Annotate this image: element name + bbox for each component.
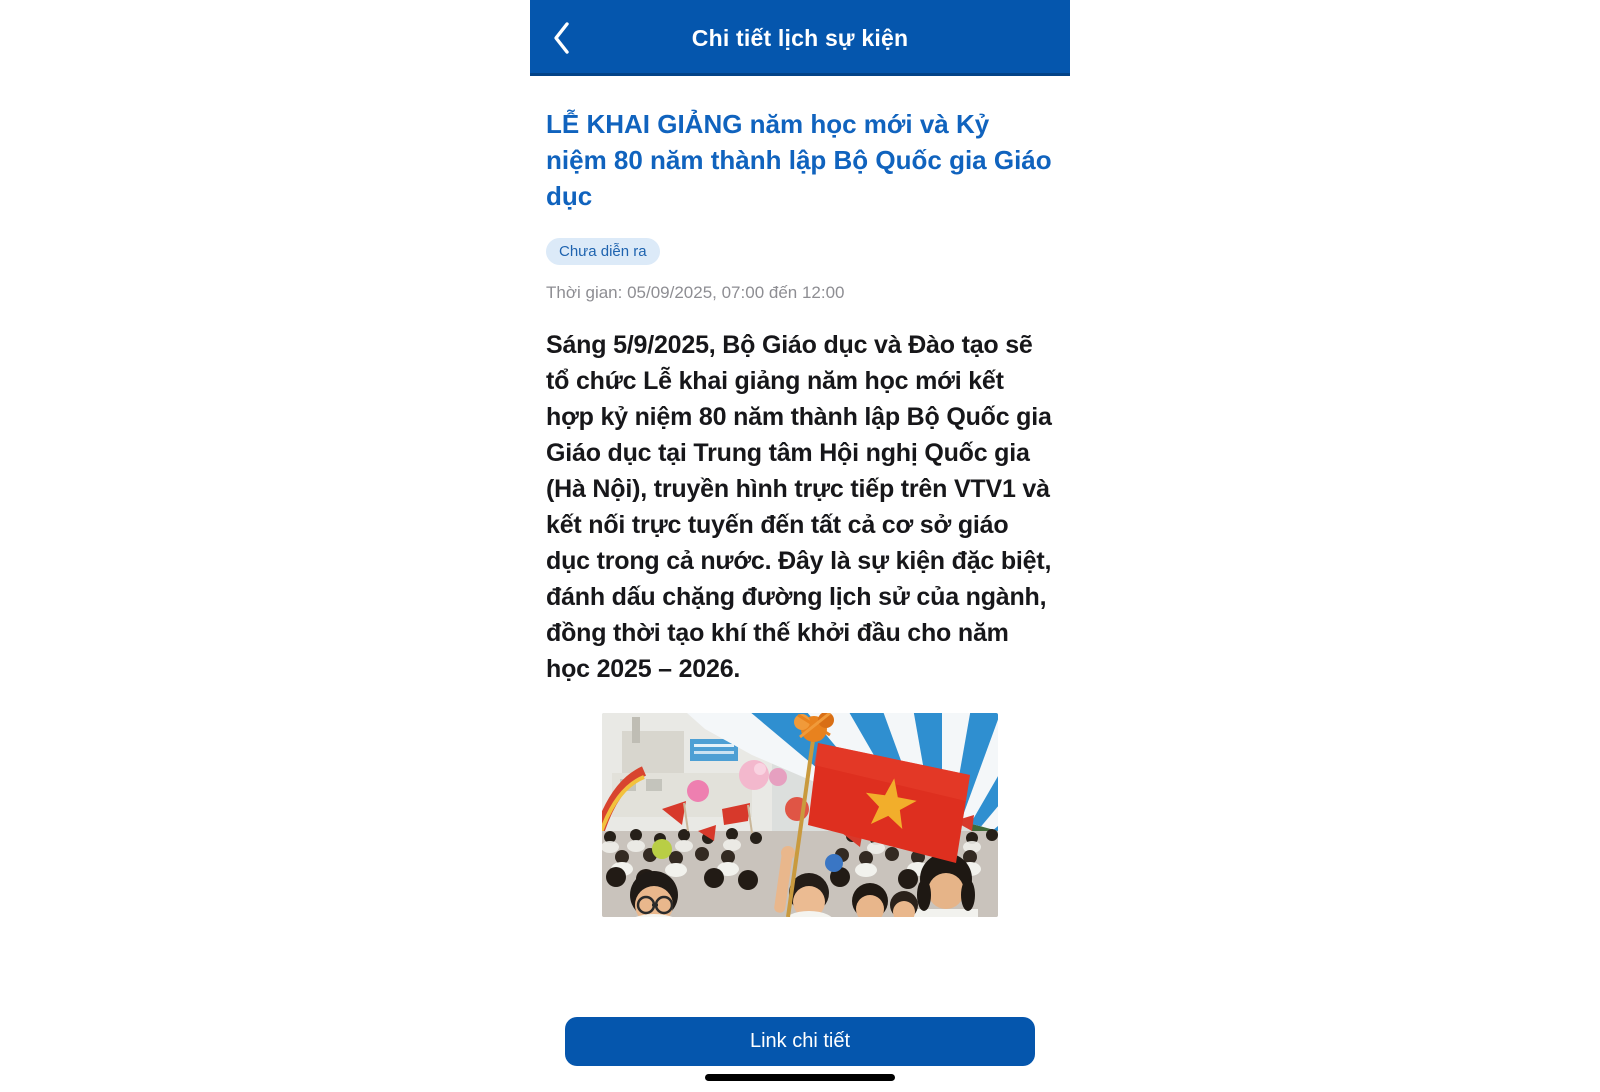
event-description: Sáng 5/9/2025, Bộ Giáo dục và Đào tạo sẽ tổ chức Lễ khai giảng năm học mới kết hợp kỷ niệm 80 năm thành lập Bộ Quốc gia Giáo dục tại Trung tâm Hội nghị Quốc gia (Hà Nội), truyền hình trực tiếp trên VTV1 và kết nối trực tuyến đến tất cả cơ sở giáo dục trong cả nước. Đây là sự kiện đặc biệt, đánh dấu chặng đường lịch sử của ngành, đồng thời tạo khí thế khởi đầu cho năm học 2025 – 2026. [546, 331, 1052, 683]
event-photo [602, 713, 998, 917]
back-button[interactable] [552, 0, 592, 76]
event-time-text: Thời gian: 05/09/2025, 07:00 đến 12:00 [546, 283, 845, 302]
status-badge: Chưa diễn ra [546, 238, 660, 265]
event-title-link[interactable]: LỄ KHAI GIẢNG năm học mới và Kỷ niệm 80 năm thành lập Bộ Quốc gia Giáo dục [546, 109, 1052, 211]
home-indicator[interactable] [705, 1074, 895, 1081]
app-screen [530, 0, 1070, 1092]
detail-link-button[interactable]: Link chi tiết [565, 1017, 1035, 1066]
event-detail-panel [530, 106, 1070, 917]
navigation-bar [530, 0, 1070, 76]
event-photo-container [546, 713, 1054, 917]
chevron-left-icon [552, 21, 571, 55]
page-title: Chi tiết lịch sự kiện [691, 24, 909, 51]
